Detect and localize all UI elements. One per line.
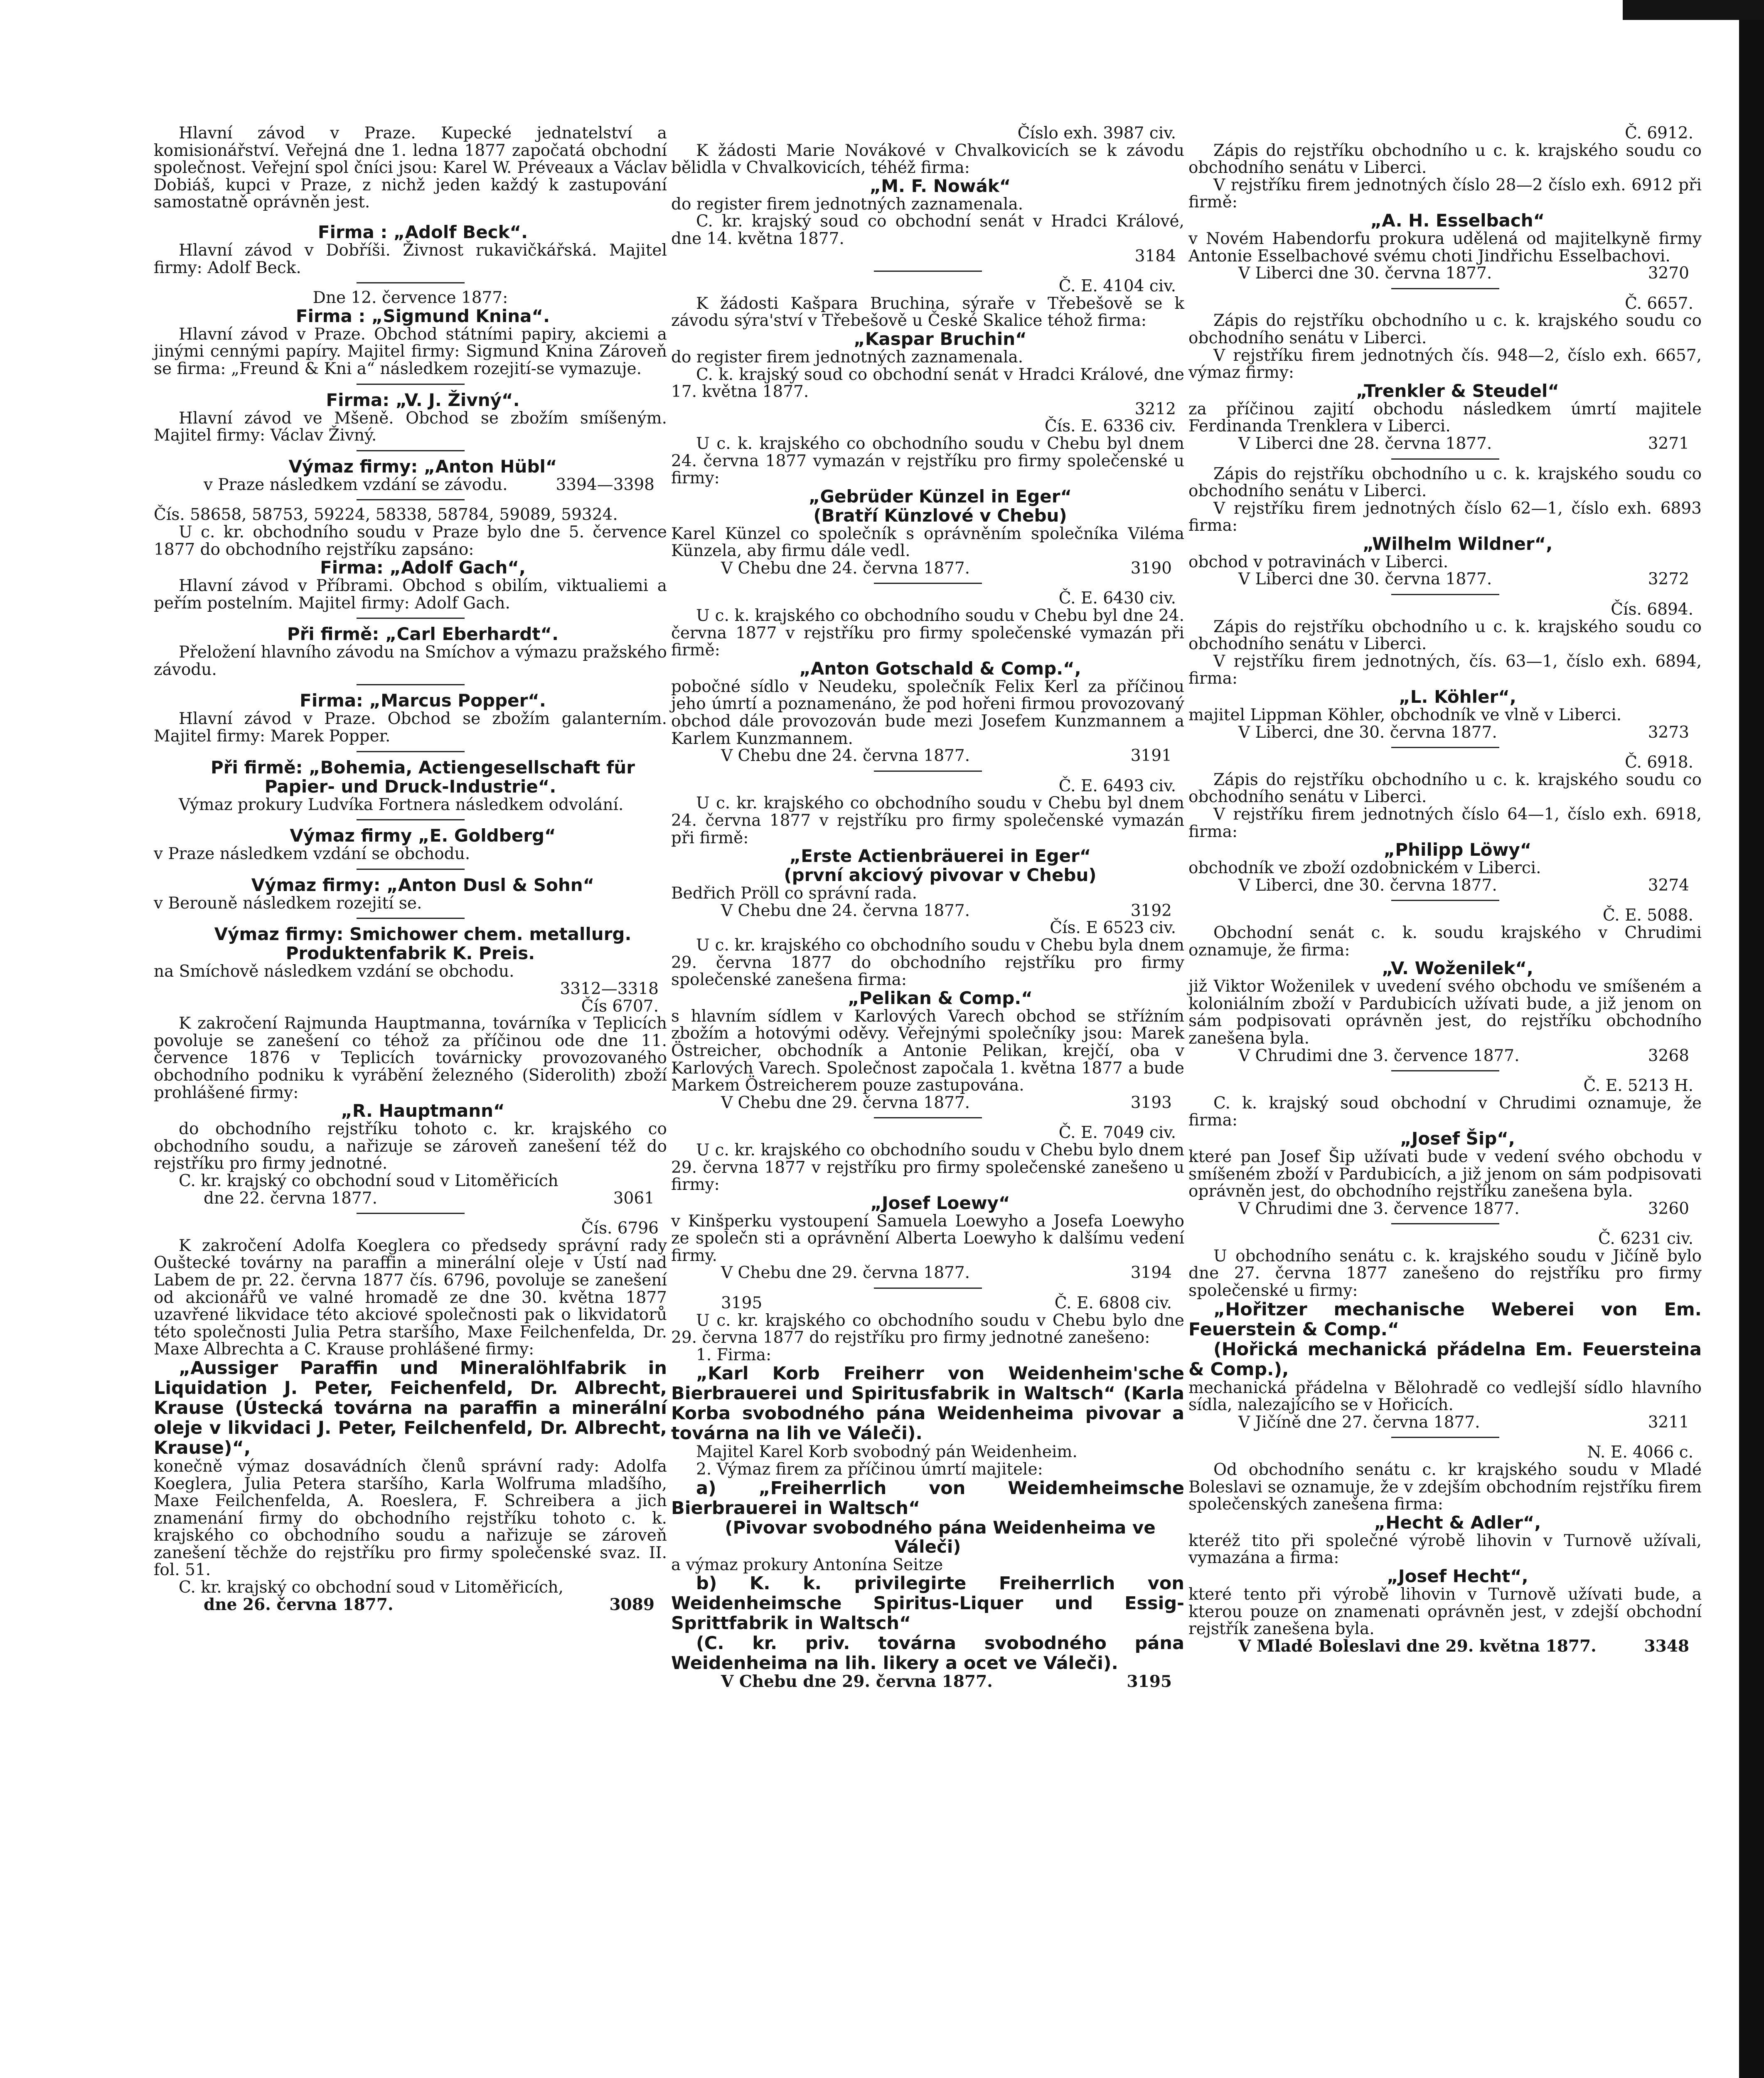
case-reference: Č. 6918.	[1625, 753, 1693, 772]
entry-number: 3061	[613, 1189, 654, 1208]
entry-signature	[154, 476, 667, 494]
entry-date: V Mladé Boleslavi dne 29. května 1877.	[1238, 1636, 1597, 1656]
entry-text: Karel Künzel co společník s oprávněním společníka Viléma Künzela, aby firmu dále vedl.	[671, 524, 1184, 561]
entry-text: pobočné sídlo v Neudeku, společník Felix Kerl za příčinou jeho úmrtí a poznamenáno, že pod hořeni firmou provozovaný obchod dále provozován bude mezi Josefem Kunzmannem a Karlem Kunzmannem.	[671, 677, 1184, 748]
entry-number: 3211	[1648, 1413, 1689, 1432]
case-reference: Č. E. 6493 civ.	[1058, 776, 1176, 795]
separator-rule	[1391, 1223, 1499, 1224]
firm-heading: „Pelikan & Comp.“	[848, 987, 1033, 1008]
firm-heading: „Hecht & Adler“,	[1374, 1512, 1541, 1533]
entry-text: Zápis do rejstříku obchodního u c. k. krajského soudu co obchodního senátu v Liberci.	[1188, 770, 1702, 807]
entry-text: Zápis do rejstříku obchodního u c. k. krajského soudu co obchodního senátu v Liberci.	[1188, 617, 1702, 654]
entry-text: majitel Lippman Köhler, obchodník ve vlně v Liberci.	[1188, 706, 1622, 725]
firm-heading: Firma: „Adolf Gach“,	[320, 557, 526, 578]
entry-text: s hlavním sídlem v Karlových Varech obchod se stříżním zbožím a hotovými oděvy. Veřejnými společníky jsou: Marek Östreicher, obchodník a Antonie Pelikan, krejčí, oba v Karlových Varech. Společnost započala 1. května 1877 a bude Markem Östreicherem pouze zastupována.	[671, 1007, 1184, 1095]
entry-preveaux-dobias	[154, 125, 667, 211]
case-reference: Č. E. 5088.	[1602, 906, 1693, 925]
separator-rule	[874, 1288, 982, 1289]
firm-heading: „R. Hauptmann“	[341, 1101, 505, 1121]
separator-rule	[357, 751, 465, 752]
entry-text: Hlavní závod v Praze. Obchod se zbožím galanterním. Majitel firmy: Marek Popper.	[154, 709, 667, 746]
entry-number: 3184	[1134, 246, 1176, 266]
entry-l-kohler	[1188, 601, 1702, 741]
separator-rule	[357, 618, 465, 619]
column-3	[1188, 125, 1702, 1655]
separator-rule	[357, 918, 465, 919]
entry-date: V Liberci dne 30. června 1877.	[1238, 570, 1492, 589]
entry-text: Bedřich Pröll co správní rada.	[671, 884, 918, 903]
entry-signature	[154, 1596, 667, 1614]
entry-erste-actienbrauerei	[671, 778, 1184, 920]
firm-heading-translation: (C. kr. priv. továrna svobodného pána Weidenheima na lih. likery a ocet ve Váleči).	[671, 1633, 1184, 1674]
firm-heading: „Josef Hecht“,	[1387, 1566, 1528, 1586]
entry-number: 3394—3398	[556, 475, 654, 494]
case-reference: Čís. E 6523 civ.	[1050, 918, 1176, 938]
entry-hauptmann	[154, 998, 667, 1207]
entry-text: v Praze následkem vzdání se závodu.	[204, 475, 508, 494]
firm-heading: „Hořitzer mechanische Weberei von Em. Feuerstein & Comp.“	[1188, 1299, 1702, 1340]
entry-text: a výmaz prokury Antonína Seitze	[671, 1555, 943, 1574]
entry-signature	[671, 1673, 1184, 1691]
entry-zivny	[154, 391, 667, 444]
entry-number: 3348	[1644, 1636, 1689, 1656]
entry-date: dne 22. června 1877.	[204, 1189, 377, 1208]
entry-text: v Novém Habendorfu prokura udělená od majitelkyně firmy Antonie Esselbachové svému choti Jindřichu Esselbachovi.	[1188, 229, 1702, 266]
entry-text: U obchodního senátu c. k. krajského soudu v Jičíně bylo dne 27. června 1877 zanešeno do rejstříku pro firmy společenské u firmy:	[1188, 1246, 1702, 1300]
firm-heading: Firma : „Adolf Beck“.	[317, 222, 528, 242]
separator-rule	[874, 1117, 982, 1118]
case-reference: Čís 6707.	[581, 997, 659, 1016]
entry-text: K zakročení Adolfa Koeglera co předsedy správní rady Ouštecké továrny na paraffin a minerální oleje v Ústí nad Labem de pr. 22. června 1877 čís. 6796, povoluje se zanešení od akcionářů ve valné hromadě ze dne 30. května 1877 uzavřené likvidace této akciové společnosti pak o likvidatorů této společnosti Julia Petra staršího, Maxe Feilchenfelda, Dr. Maxe Albrechta a C. Krause prohlášené firmy:	[154, 1236, 667, 1359]
entry-text: U c. kr. obchodního soudu v Praze bylo dne 5. července 1877 do obchodního rejstříku zapsáno:	[154, 522, 667, 559]
entry-text: U c. k. krajského co obchodního soudu v Chebu byl dne 24. června 1877 v rejstříku pro firmy společenské vymazán při firmě:	[671, 606, 1184, 660]
case-reference: Č. E. 6430 civ.	[1058, 589, 1176, 608]
separator-rule	[357, 1213, 465, 1214]
separator-rule	[1391, 900, 1499, 901]
firm-heading: Při firmě: „Bohemia, Actiengesellschaft für Papier- und Druck-Industrie“.	[210, 757, 635, 797]
case-reference: Čís. 6894.	[1611, 600, 1693, 619]
entry-number: 3312—3318	[560, 980, 659, 999]
entry-text: které tento při výrobě lihovin v Turnově užívati bude, a kterou pouze on znamenati oprávněn jest, v zdejší obchodní rejstřík zanešena byla.	[1188, 1585, 1702, 1639]
entry-text: U c. kr. krajského co obchodního soudu v Chebu bylo dnem 29. června 1877 v rejstříku pro firmy společenské zanešeno u firmy:	[671, 1140, 1184, 1194]
entry-text: V rejstříku firem jednotných číslo 64—1, číslo exh. 6918, firma:	[1188, 805, 1702, 841]
case-reference: N. E. 4066 c.	[1587, 1443, 1693, 1462]
entry-text: v Praze následkem vzdání se obchodu.	[154, 844, 470, 864]
firm-heading: „V. Woženilek“,	[1382, 958, 1533, 979]
firm-heading: Firma: „V. J. Živný“.	[326, 389, 520, 410]
separator-rule	[357, 869, 465, 870]
entry-carl-eberhardt	[154, 625, 667, 678]
firm-heading: Výmaz firmy: Smichower chem. metallurg. Produktenfabrik K. Preis.	[214, 924, 632, 964]
entry-text: C. kr. krajský co obchodní soud v Litoměřicích,	[179, 1578, 564, 1597]
entry-signature	[154, 1190, 667, 1207]
entry-number: 3190	[1130, 559, 1172, 578]
firm-heading-translation: (Hořická mechanická přádelna Em. Feuersteina & Comp.),	[1188, 1339, 1702, 1380]
entry-adolf-beck	[154, 223, 667, 276]
entry-text: Zápis do rejstříku obchodního u c. k. krajského soudu co obchodního senátu v Liberci.	[1188, 464, 1702, 501]
entry-signature	[671, 1094, 1184, 1112]
entry-marcus-popper	[154, 691, 667, 745]
entry-date: V Chebu dne 24. června 1877.	[721, 901, 970, 920]
firm-heading: „Philipp Löwy“	[1383, 840, 1532, 860]
entry-number: 3273	[1648, 723, 1689, 742]
entry-text: K zakročení Rajmunda Hauptmanna, továrníka v Teplicích povoluje se zanešení co téhož za příčinou ode dne 11. července 1876 v Teplicích továrnicky provozovaného obchodního podniku k vyrábění železného (Siderolith) zboží prohlášené firmy:	[154, 1014, 667, 1102]
entry-text: Výmaz prokury Ludvíka Fortnera následkem odvolání.	[179, 795, 624, 814]
entry-number: 3195	[721, 1294, 763, 1313]
entry-text: K žádosti Marie Novákové v Chvalkovicích se k závodu bělidla v Chvalkovicích, téhéž firma:	[671, 141, 1184, 177]
firm-heading: „A. H. Esselbach“	[1370, 210, 1545, 231]
case-reference: Č. 6657.	[1625, 294, 1693, 313]
firm-heading: „Gebrüder Künzel in Eger“	[808, 486, 1072, 507]
firm-heading: Firma : „Sigmund Knina“.	[295, 305, 550, 326]
entry-text: Hlavní závod ve Mšeně. Obchod se zbožím smíšeným. Majitel firmy: Václav Živný.	[154, 409, 667, 445]
entry-text: 2. Výmaz firem za příčinou úmrtí majitele:	[696, 1460, 1043, 1479]
firm-heading: b) K. k. privilegirte Freiherrlich von Weidenheimsche Spiritus-Liquer und Essig-Sprittfabrik in Waltsch“	[671, 1573, 1184, 1634]
entry-hecht-adler	[1188, 1444, 1702, 1655]
entry-text: Přeložení hlavního závodu na Smíchov a výmazu pražského závodu.	[154, 643, 667, 679]
entry-signature	[1188, 724, 1702, 741]
case-reference: Č. E. 4104 civ.	[1058, 277, 1176, 296]
entry-date: dne 26. června 1877.	[204, 1595, 394, 1614]
entry-number: 3212	[1134, 399, 1176, 419]
entry-date: V Liberci dne 30. června 1877.	[1238, 264, 1492, 283]
firm-heading: Výmaz firmy: „Anton Hübl“	[288, 456, 557, 477]
entry-m-f-nowak	[671, 125, 1184, 265]
entry-text: C. k. krajský soud obchodní v Chrudimi oznamuje, že firma:	[1188, 1093, 1702, 1130]
entry-date: V Liberci dne 28. června 1877.	[1238, 434, 1492, 453]
entry-anton-dusl	[154, 876, 667, 912]
entry-number: 3260	[1648, 1199, 1689, 1218]
firm-heading-translation: (Bratří Künzlové v Chebu)	[813, 505, 1067, 526]
entry-text: Hlavní závod v Praze. Obchod státními papiry, akciemi a jinými cennými papíry. Majitel firmy: Sigmund Knina Zároveň se firma: „Freund & Kni a“ následkem rozejití-se vymazuje.	[154, 325, 667, 378]
entry-number: 3270	[1648, 264, 1689, 283]
column-2	[671, 125, 1184, 1691]
entry-anton-hubl	[154, 457, 667, 494]
entry-signature	[671, 560, 1184, 577]
entry-e-goldberg	[154, 826, 667, 863]
entry-text: C. kr. krajský co obchodní soud v Litoměřicích	[179, 1171, 558, 1190]
entry-date: V Chebu dne 29. června 1877.	[721, 1672, 993, 1691]
entry-number: 3193	[1130, 1093, 1172, 1112]
entry-signature	[1188, 571, 1702, 588]
entry-date: V Chebu dne 24. června 1877.	[721, 559, 970, 578]
scan-page-edge-top	[1623, 0, 1764, 20]
entry-text: obchodník ve zboží ozdobnickém v Liberci.	[1188, 859, 1541, 878]
entry-gebruder-kunzel	[671, 418, 1184, 577]
firm-heading: Při firmě: „Carl Eberhardt“.	[287, 624, 559, 645]
entry-text: V rejstříku firem jednotných, čís. 63—1, číslo exh. 6894, firma:	[1188, 652, 1702, 688]
separator-rule	[357, 282, 465, 283]
separator-rule	[357, 684, 465, 685]
entry-kaspar-bruchin	[671, 278, 1184, 418]
entry-text: v Berouně následkem rozejití se.	[154, 894, 422, 913]
entry-text: konečně výmaz dosavádních členů správní rady: Adolfa Koeglera, Julia Petera staršího, Karla Wolfruma mladšího, Maxe Feilchenfelda, A. Roeslera, F. Schreibera a jich znamenání firmy do obchodního rejstříku tohoto c. k. krajského co obchodního soudu a nařizuje se zároveň zanešení těchže do rejstříku pro firmy společenské svaz. II. fol. 51.	[154, 1457, 667, 1580]
entry-text: U c. kr. krajského co obchodního soudu v Chebu byl dnem 24. června 1877 v rejstříku pro firmy společenské vymazán při firmě:	[671, 794, 1184, 847]
separator-rule	[1391, 1070, 1499, 1071]
entry-bohemia	[154, 758, 667, 814]
entry-text: do obchodního rejstříku tohoto c. kr. krajského co obchodního soudu, a nařizuje se zároveň zanešení též do rejstříku pro firmy jednotné.	[154, 1120, 667, 1173]
separator-rule	[357, 819, 465, 820]
entry-text: 1. Firma:	[696, 1345, 772, 1364]
entry-text: Od obchodního senátu c. kr krajského soudu v Mladé Boleslavi se oznamuje, že v zdejším obchodním rejstříku firem společenských zanešena firma:	[1188, 1460, 1702, 1514]
separator-rule	[1391, 747, 1499, 748]
entry-philipp-lowy	[1188, 754, 1702, 894]
case-reference: Č. 6912.	[1625, 124, 1693, 143]
entry-signature	[671, 1264, 1184, 1282]
entry-text: C. k. krajský soud co obchodní senát v Hradci Králové, dne 17. května 1877.	[671, 365, 1184, 401]
firm-heading: „Josef Šip“,	[1400, 1128, 1515, 1149]
entry-number: 3192	[1130, 901, 1172, 920]
entry-text: V rejstříku firem jednotných číslo 28—2 číslo exh. 6912 při firmě:	[1188, 175, 1702, 212]
firm-heading-translation: (první akciový pivovar v Chebu)	[784, 865, 1097, 886]
entry-signature	[1188, 1200, 1702, 1218]
firm-heading: Výmaz firmy „E. Goldberg“	[290, 825, 556, 846]
entry-v-wozenilek	[1188, 907, 1702, 1064]
entry-horitzer-weberei	[1188, 1230, 1702, 1431]
entry-text: K žádosti Kašpara Bruchina, sýraře v Třebešově se k závodu sýra'ství v Třebešově u České Skalice téhož firma:	[671, 294, 1184, 330]
case-reference: Čís. E. 6336 civ.	[1044, 417, 1176, 436]
entry-text: do register firem jednotných zaznamenala.	[671, 195, 1023, 214]
entry-signature	[1188, 877, 1702, 894]
entry-text: za příčinou zajití obchodu následkem úmrtí majitele Ferdinanda Trenklera v Liberci.	[1188, 399, 1702, 436]
entry-text: V rejstříku firem jednotných číslo 62—1, číslo exh. 6893 firma:	[1188, 499, 1702, 535]
case-reference: Č. 6231 civ.	[1598, 1229, 1693, 1248]
entry-text: V rejstříku firem jednotných čís. 948—2, číslo exh. 6657, výmaz firmy:	[1188, 346, 1702, 382]
case-reference: Číslo exh. 3987 civ.	[1017, 124, 1176, 143]
entry-text: kteréž tito při společné výrobě lihovin v Turnově užívali, vymazána a firma:	[1188, 1531, 1702, 1568]
entry-text: U c. k. krajského co obchodního soudu v Chebu byl dnem 24. června 1877 vymazán v rejstříku pro firmy společenské u firmy:	[671, 434, 1184, 488]
firm-heading: Firma: „Marcus Popper“.	[300, 690, 546, 711]
separator-rule	[357, 384, 465, 385]
case-numbers: Čís. 58658, 58753, 59224, 58338, 58784, 59089, 59324.	[154, 505, 618, 524]
separator-rule	[874, 271, 982, 272]
entry-header	[671, 1295, 1184, 1312]
firm-heading: „L. Köhler“,	[1399, 687, 1516, 707]
entry-signature	[1188, 265, 1702, 282]
entry-text: Zápis do rejstříku obchodního u c. k. krajského soudu co obchodního senátu v Liberci.	[1188, 311, 1702, 347]
entry-number: 3194	[1130, 1263, 1172, 1283]
entry-signature	[1188, 1638, 1702, 1655]
entry-text: obchod v potravinách v Liberci.	[1188, 552, 1449, 571]
entry-number: 3191	[1130, 746, 1172, 766]
separator-rule	[1391, 594, 1499, 595]
entry-number: 3271	[1648, 434, 1689, 453]
scan-page-edge	[1739, 0, 1764, 2078]
firm-heading: „Kaspar Bruchin“	[854, 328, 1027, 349]
entry-josef-loewy	[671, 1124, 1184, 1282]
entry-text: Majitel Karel Korb svobodný pán Weidenheim.	[696, 1443, 1078, 1462]
entry-date: V Jičíně dne 27. června 1877.	[1238, 1413, 1480, 1432]
entry-date: V Liberci, dne 30. června 1877.	[1238, 723, 1497, 742]
entry-smichower	[154, 925, 667, 997]
entry-anton-gotschald	[671, 590, 1184, 764]
entry-text: U c. kr. krajského co obchodního soudu v Chebu byla dnem 29. června 1877 do obchodního rejstříku pro firmy společenské zanešena firma:	[671, 936, 1184, 990]
separator-rule	[357, 499, 465, 500]
entry-text: již Viktor Woženilek v uvedení svého obchodu ve smíšeném a koloniálním zboží v Pardubicích užívati bude, a již jenom on sám podpisovati oprávněn jest, do rejstříku obchodního zanešena byla.	[1188, 977, 1702, 1048]
case-reference: Č. E. 5213 H.	[1583, 1076, 1693, 1096]
entry-date: V Chebu dne 29. června 1877.	[721, 1093, 970, 1112]
separator-rule	[357, 450, 465, 451]
firm-heading: a) „Freiherrlich von Weidemheimsche Bierbrauerei in Waltsch“	[671, 1477, 1184, 1519]
entry-wilhelm-wildner	[1188, 465, 1702, 588]
firm-heading: „Josef Loewy“	[870, 1192, 1010, 1213]
column-1	[154, 125, 667, 1613]
firm-heading: „Wilhelm Wildner“,	[1362, 533, 1553, 554]
entry-text: na Smíchově následkem vzdání se obchodu.	[154, 962, 514, 981]
firm-heading: „Erste Actienbräuerei in Eger“	[789, 846, 1091, 867]
entry-text: Hlavní závod v Dobříši. Živnost rukavičkářská. Majitel firmy: Adolf Beck.	[154, 241, 667, 277]
case-reference: Č. E. 7049 civ.	[1058, 1123, 1176, 1142]
entry-date: V Chebu dne 29. června 1877.	[721, 1263, 970, 1283]
entry-text: Zápis do rejstříku obchodního u c. k. krajského soudu co obchodního senátu v Liberci.	[1188, 141, 1702, 177]
entry-text: C. kr. krajský soud co obchodní senát v Hradci Králové, dne 14. května 1877.	[671, 212, 1184, 248]
case-reference: Č. E. 6808 civ.	[1054, 1294, 1172, 1313]
entry-date: V Chrudimi dne 3. července 1877.	[1238, 1046, 1520, 1065]
entry-text: do register firem jednotných zaznamenala.	[671, 347, 1023, 367]
entry-text: Obchodní senát c. k. soudu krajského v Chrudimi oznamuje, že firma:	[1188, 923, 1702, 960]
entry-date: V Chrudimi dne 3. července 1877.	[1238, 1199, 1520, 1218]
entry-text: U c. kr. krajského co obchodního soudu v Chebu bylo dne 29. června 1877 do rejstříku pro firmy jednotné zanešeno:	[671, 1311, 1184, 1347]
entry-adolf-gach	[154, 506, 667, 612]
entry-signature	[1188, 435, 1702, 453]
entry-esselbach	[1188, 125, 1702, 282]
entry-signature	[671, 747, 1184, 765]
entry-number: 3274	[1648, 876, 1689, 895]
entry-text: Hlavní závod v Příbrami. Obchod s obilím, viktualiemi a peřím postelním. Majitel firmy: Adolf Gach.	[154, 576, 667, 613]
separator-rule	[1391, 1437, 1499, 1438]
entry-pelikan	[671, 919, 1184, 1111]
entry-trenkler-steudel	[1188, 295, 1702, 453]
entry-date: V Liberci, dne 30. června 1877.	[1238, 876, 1497, 895]
entry-signature	[1188, 1414, 1702, 1431]
entry-text: mechanická přádelna v Bělohradě co vedlejší sídlo hlavního sídla, nalezajícího se v Hořicích.	[1188, 1378, 1702, 1415]
firm-heading: Výmaz firmy: „Anton Dusl & Sohn“	[251, 874, 595, 895]
entry-date: Dne 12. července 1877:	[312, 288, 508, 308]
entry-text: které pan Josef Šip užívati bude v vedení svého obchodu v smíšeném zboží v Pardubicích, a již jenom on sám podpisovati oprávněn jest, do obchodního rejstříku zanešena byla.	[1188, 1147, 1702, 1201]
entry-karl-korb-weidenheim	[671, 1295, 1184, 1691]
firm-heading: „Anton Gotschald & Comp.“,	[799, 658, 1081, 679]
firm-heading: „Aussiger Paraffin und Mineralöhlfabrik in Liquidation J. Peter, Feichenfeld, Dr. Albrecht, Krause (Ústecká továrna na paraffin a minerální oleje v likvidaci J. Peter, Feilchenfeld, Dr. Albrecht, Krause)“,	[154, 1357, 667, 1458]
separator-rule	[1391, 458, 1499, 460]
entry-text: Hlavní závod v Praze. Kupecké jednatelství a komisionářství. Veřejná dne 1. ledna 1877 započatá obchodní společnost. Veřejní spol čníci jsou: Karel W. Préveaux a Václav Dobiáš, kupci v Praze, z nichž jeden každý k zastupování samostatně oprávněn jest.	[154, 124, 667, 212]
case-reference: Čís. 6796	[581, 1219, 659, 1238]
entry-number: 3089	[609, 1595, 654, 1614]
entry-josef-sip	[1188, 1077, 1702, 1217]
entry-number: 3268	[1648, 1046, 1689, 1065]
entry-signature	[1188, 1047, 1702, 1065]
entry-aussiger-paraffin	[154, 1220, 667, 1613]
separator-rule	[874, 771, 982, 772]
entry-number: 3195	[1127, 1672, 1172, 1691]
firm-heading: „Karl Korb Freiherr von Weidenheim'sche Bierbrauerei und Spiritusfabrik in Waltsch“ (Karla Korba svobodného pána Weidenheima pivovar a továrna na lih ve Váleči).	[671, 1363, 1184, 1444]
entry-sigmund-knina	[154, 289, 667, 377]
entry-number: 3272	[1648, 570, 1689, 589]
entry-text: v Kinšperku vystoupení Samuela Loewyho a Josefa Loewyho ze společn sti a oprávnění Alberta Loewyho k dalšímu vedení firmy.	[671, 1211, 1184, 1265]
firm-heading: „M. F. Nowák“	[869, 175, 1011, 196]
firm-heading: „Trenkler & Steudel“	[1356, 380, 1559, 401]
entry-date: V Chebu dne 24. června 1877.	[721, 746, 970, 766]
firm-heading-translation: (Pivovar svobodného pána Weidenheima ve Váleči)	[725, 1517, 1156, 1557]
entry-signature	[671, 902, 1184, 920]
separator-rule	[874, 583, 982, 584]
separator-rule	[1391, 288, 1499, 289]
